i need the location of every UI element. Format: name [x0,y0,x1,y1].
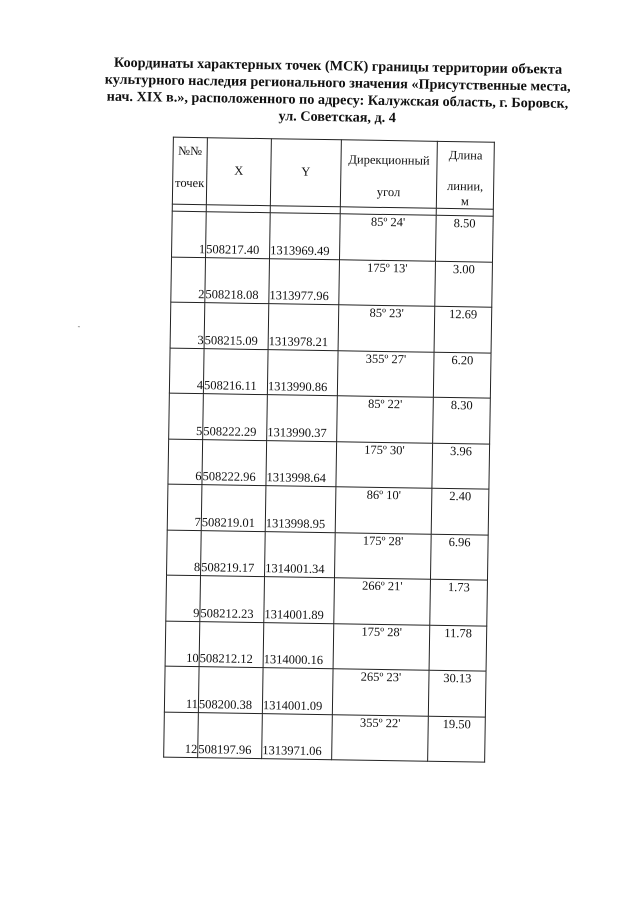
header-point-number [172,137,207,205]
title-line: культурного наследия регионального значения «Присутственные места, [104,71,571,95]
point-number-cell: 5 [169,393,204,439]
header-text: Дирекционный [348,152,430,168]
x-coordinate-cell: 508197.96 [198,712,263,758]
x-coordinate-cell: 508216.11 [203,348,268,394]
point-number-cell: 1 [172,211,207,257]
x-coordinate-cell: 508222.29 [203,394,268,440]
y-coordinate-cell: 1313990.86 [267,349,338,396]
table-row [170,302,492,353]
direction-angle-cell: 85º 23' [338,305,435,352]
header-direction-angle [340,140,437,208]
table-row [164,666,486,717]
title-line: Координаты характерных точек (МСК) границы территории объекта [113,54,563,78]
x-coordinate-cell: 508212.12 [199,621,264,667]
header-y [270,139,341,207]
y-coordinate-cell: 1314001.89 [264,577,335,624]
line-length-cell: 12.69 [434,306,492,352]
line-length-cell: 8.30 [433,397,491,443]
table-body [164,211,494,762]
coordinates-table [163,137,495,763]
line-length-cell: 11.78 [429,625,487,671]
point-number-cell: 6 [168,439,203,485]
x-coordinate-cell: 508218.08 [205,257,270,303]
direction-angle-cell: 355º 27' [337,350,434,397]
point-number-cell: 9 [166,575,201,621]
scan-speck [78,326,80,327]
table-row [168,439,490,490]
direction-angle-cell: 266º 21' [334,578,431,625]
y-coordinate-cell: 1313990.37 [267,395,338,442]
line-length-cell: 30.13 [428,670,486,716]
table-row [169,348,491,399]
header-text: м [460,194,469,209]
line-length-cell: 19.50 [428,716,486,762]
line-length-cell: 6.20 [433,352,491,398]
x-coordinate-cell: 508217.40 [206,212,271,258]
x-coordinate-cell: 508219.17 [201,530,266,576]
y-coordinate-cell: 1314000.16 [263,622,334,669]
table-row [164,712,486,763]
point-number-cell: 10 [165,621,200,667]
direction-angle-cell: 265º 23' [332,669,429,716]
y-coordinate-cell: 1313978.21 [268,304,339,351]
x-coordinate-cell: 508215.09 [204,303,269,349]
header-x [206,138,271,206]
y-coordinate-cell: 1314001.34 [265,531,336,578]
line-length-cell: 8.50 [435,215,493,261]
header-line-length [436,141,494,209]
y-coordinate-cell: 1313998.95 [265,486,336,533]
x-coordinate-cell: 508219.01 [201,485,266,531]
table-row [169,393,491,444]
x-coordinate-cell: 508212.23 [200,576,265,622]
point-number-cell: 7 [167,484,202,530]
point-number-cell: 11 [164,666,199,712]
y-coordinate-cell: 1313969.49 [270,213,341,260]
point-number-cell: 4 [169,348,204,394]
x-coordinate-cell: 508200.38 [198,667,263,713]
table-row [167,530,489,581]
header-text: линии, [446,178,484,194]
line-length-cell: 2.40 [431,488,489,534]
document-title [97,54,578,130]
direction-angle-cell: 85º 22' [337,396,434,443]
table-row [172,211,494,262]
table-row [166,575,488,626]
point-number-cell: 8 [167,530,202,576]
direction-angle-cell: 175º 28' [334,532,431,579]
point-number-cell: 3 [170,302,205,348]
line-length-cell: 3.96 [432,443,490,489]
line-length-cell: 3.00 [435,261,493,307]
line-length-cell: 1.73 [430,579,488,625]
header-text: угол [376,184,401,200]
direction-angle-cell: 86º 10' [335,487,432,534]
table-header-row [172,137,494,209]
table-row [171,257,493,308]
x-coordinate-cell: 508222.96 [202,439,267,485]
y-coordinate-cell: 1313977.96 [269,258,340,305]
direction-angle-cell: 175º 30' [336,441,433,488]
title-line: ул. Советская, д. 4 [278,108,397,127]
direction-angle-cell: 175º 13' [339,259,436,306]
header-text: №№ [178,143,203,159]
header-text: Y [301,164,311,179]
table-row [167,484,489,535]
y-coordinate-cell: 1313998.64 [266,440,337,487]
header-text: X [234,163,244,178]
header-text: точек [174,175,205,191]
y-coordinate-cell: 1313971.06 [262,713,333,760]
direction-angle-cell: 355º 22' [332,714,429,761]
point-number-cell: 2 [171,257,206,303]
direction-angle-cell: 175º 28' [333,623,430,670]
line-length-cell: 6.96 [430,534,488,580]
header-text: Длина [448,147,483,163]
title-line: нач. XIX в.», расположенного по адресу: Калужская область, г. Боровск, [106,88,569,112]
direction-angle-cell: 85º 24' [339,214,436,261]
point-number-cell: 12 [164,712,199,758]
table-row [165,621,487,672]
y-coordinate-cell: 1314001.09 [262,668,333,715]
